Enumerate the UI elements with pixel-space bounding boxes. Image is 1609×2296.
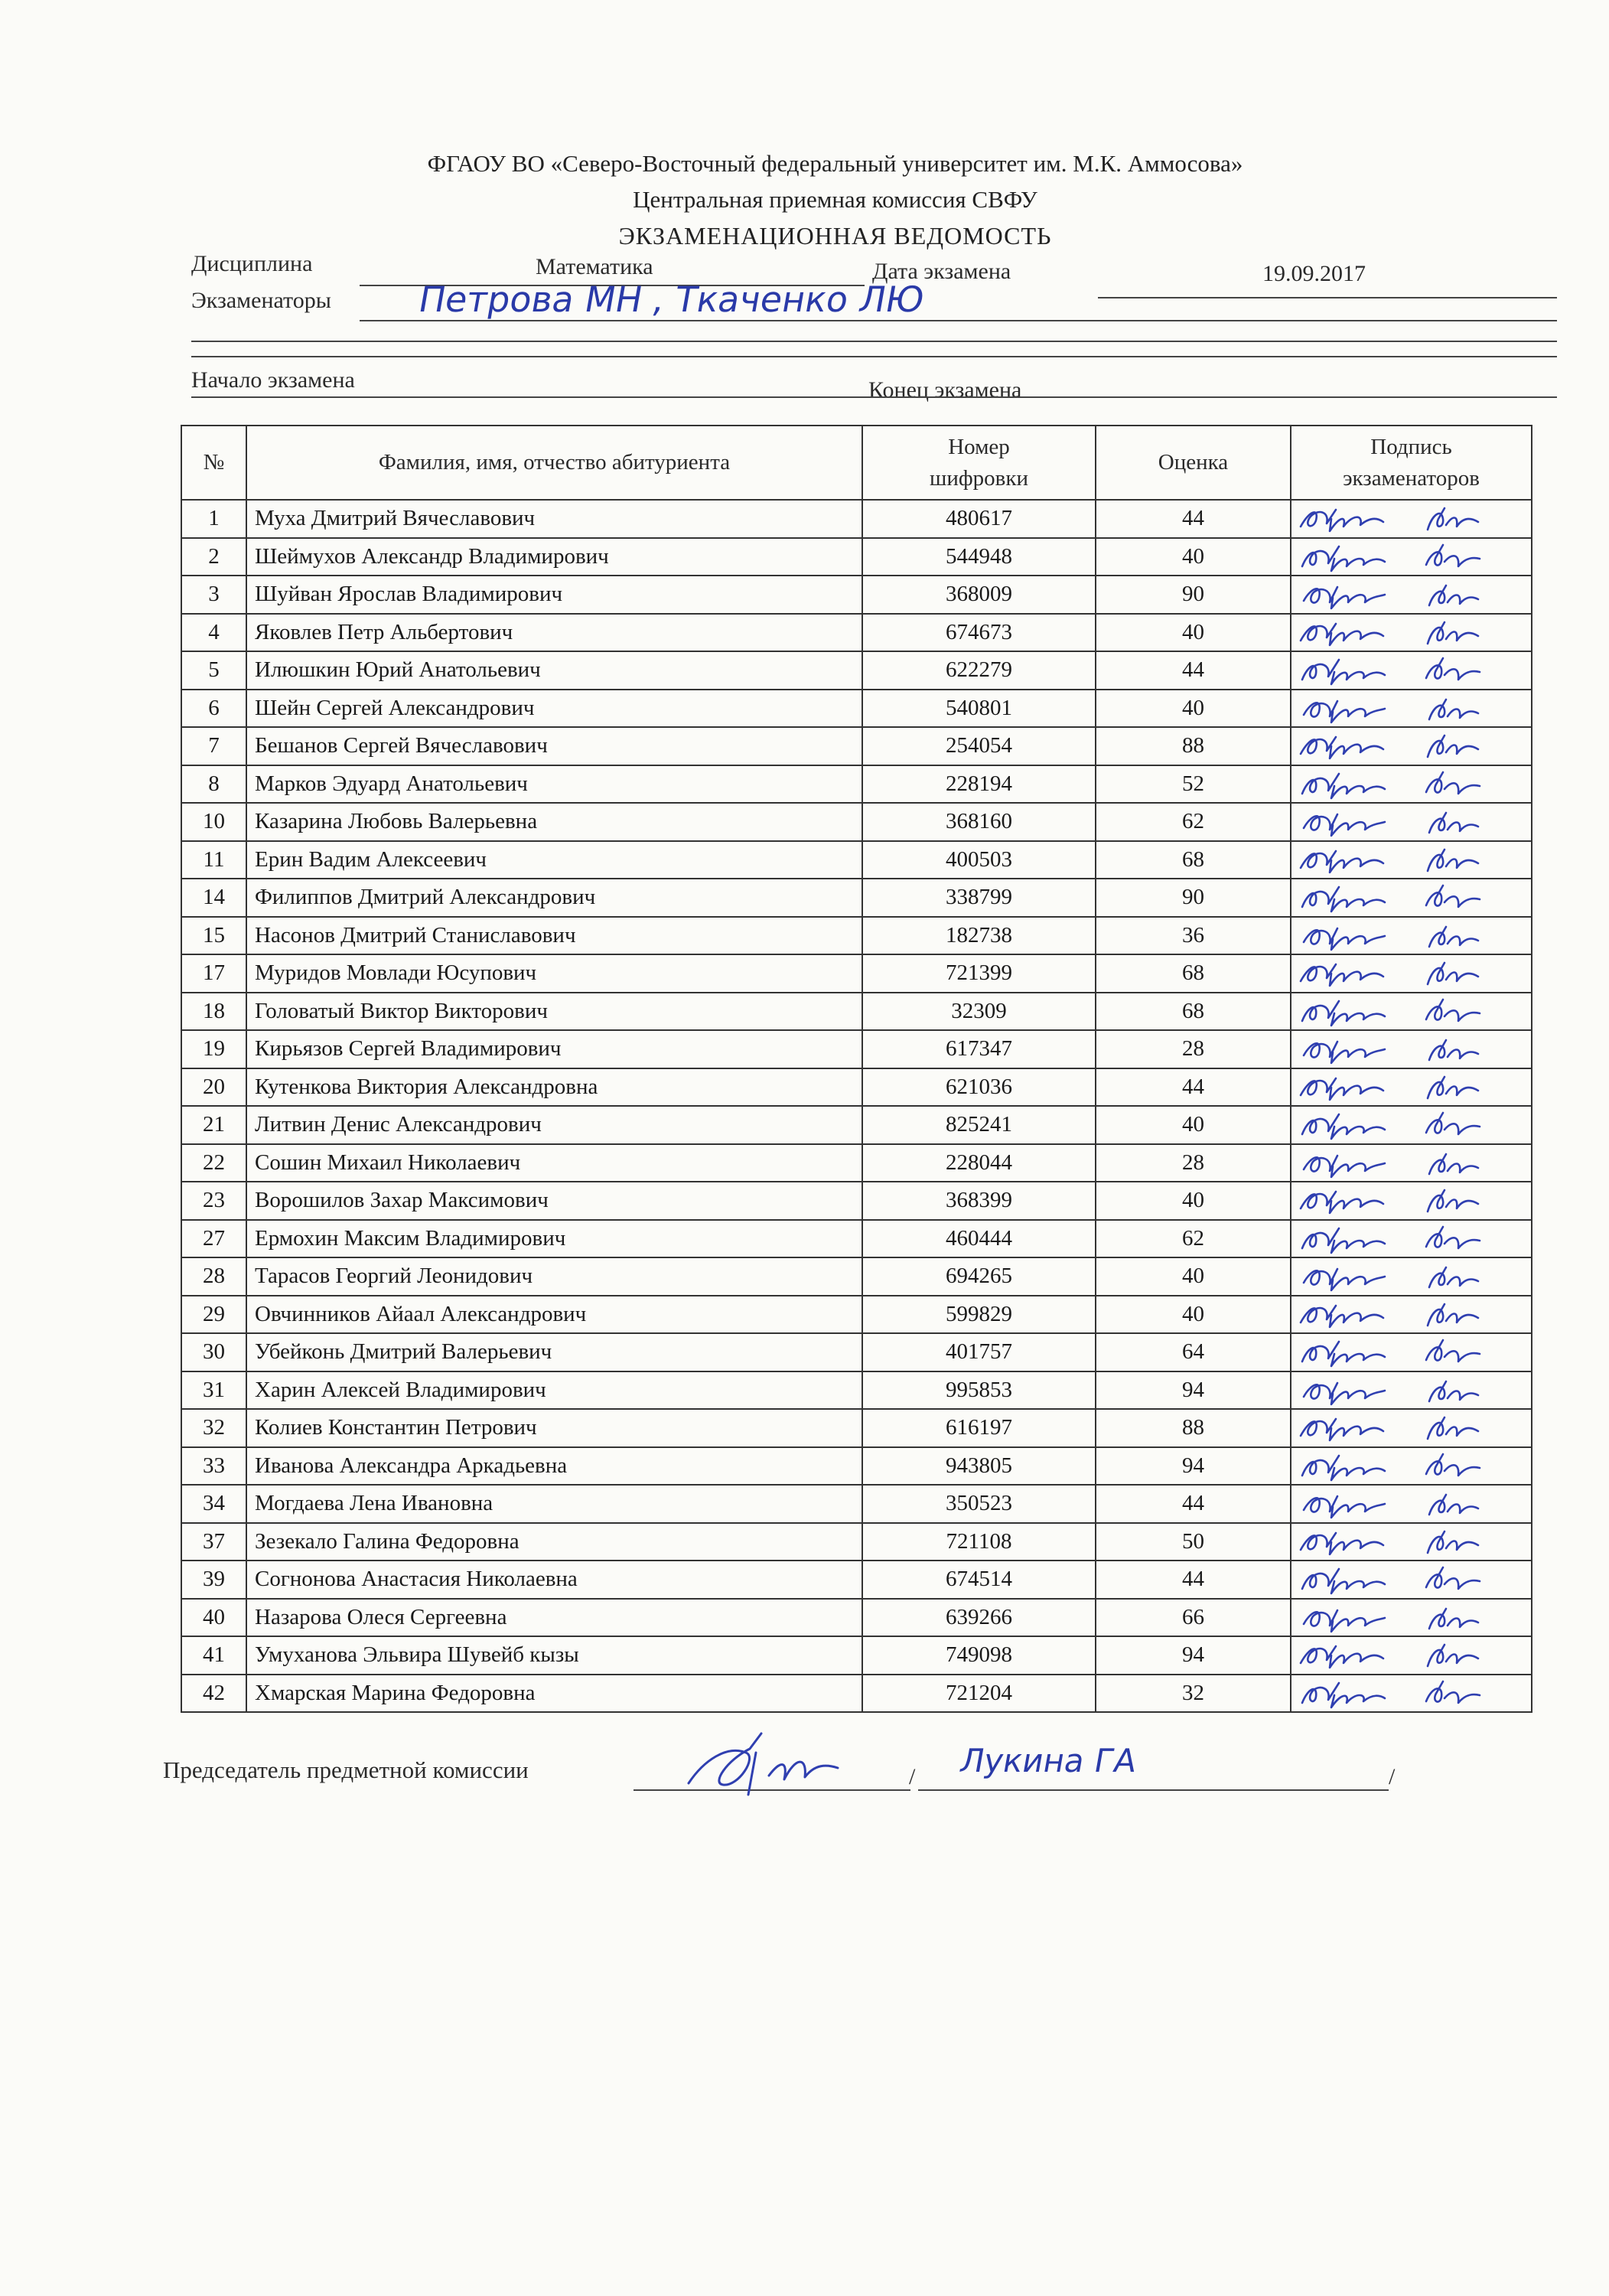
examiner-signatures [1291,1447,1532,1486]
examiner-signatures [1291,1296,1532,1334]
applicant-name: Назарова Олеся Сергеевна [246,1599,862,1637]
examiner-signature-1 [1296,693,1388,724]
cipher-number: 182738 [862,917,1096,955]
row-number: 40 [181,1599,246,1637]
grade-value: 40 [1096,690,1291,728]
table-row [181,1296,1532,1334]
examiner-signature-2 [1422,996,1483,1027]
examiner-signature-2 [1422,1603,1483,1633]
examiner-signature-2 [1422,504,1483,534]
examiner-signature-2 [1422,1375,1483,1406]
cipher-number: 749098 [862,1636,1096,1675]
examiner-signature-2 [1422,1148,1483,1179]
examiner-signatures [1291,993,1532,1031]
start-upper-line [191,356,1557,357]
row-number: 34 [181,1485,246,1523]
cipher-number: 544948 [862,538,1096,576]
row-number: 28 [181,1257,246,1296]
examiner-signature-2 [1422,921,1483,951]
row-number: 21 [181,1106,246,1144]
grade-value: 88 [1096,1409,1291,1447]
examiner-signature-1 [1296,731,1388,762]
exam-start-label: Начало экзамена [191,367,355,393]
grade-value: 94 [1096,1636,1291,1675]
table-row [181,1257,1532,1296]
examiner-signature-1 [1296,1224,1388,1254]
table-row [181,1447,1532,1486]
grade-value: 88 [1096,727,1291,765]
examiner-signature-2 [1422,1186,1483,1216]
examiner-signatures [1291,1675,1532,1713]
examiner-signatures [1291,576,1532,614]
cipher-number: 617347 [862,1030,1096,1068]
examiner-signature-2 [1422,731,1483,762]
grade-value: 44 [1096,1485,1291,1523]
examiner-signature-2 [1422,1224,1483,1254]
grade-value: 62 [1096,803,1291,841]
table-row [181,1333,1532,1371]
grade-value: 32 [1096,1675,1291,1713]
col-header-sign-line2: экзаменаторов [1343,465,1480,491]
row-number: 4 [181,614,246,652]
examiner-signature-1 [1296,1451,1388,1482]
examiner-signature-1 [1296,1564,1388,1595]
row-number: 19 [181,1030,246,1068]
grade-value: 36 [1096,917,1291,955]
table-row [181,917,1532,955]
applicant-name: Шеймухов Александр Владимирович [246,538,862,576]
row-number: 8 [181,765,246,804]
examiner-signature-1 [1296,958,1388,989]
examiner-signature-2 [1422,1564,1483,1595]
col-header-signature [1291,426,1532,500]
grade-value: 62 [1096,1220,1291,1258]
table-row [181,1220,1532,1258]
examiner-signature-2 [1422,618,1483,648]
row-number: 3 [181,576,246,614]
cipher-number: 721108 [862,1523,1096,1561]
examiner-signature-1 [1296,618,1388,648]
examiner-signature-2 [1422,1489,1483,1519]
table-row [181,1144,1532,1182]
examiner-signature-1 [1296,1337,1388,1368]
cipher-number: 368399 [862,1182,1096,1220]
document-title: ЭКЗАМЕНАЦИОННАЯ ВЕДОМОСТЬ [618,222,1052,249]
applicant-name: Харин Алексей Владимирович [246,1371,862,1410]
examiner-signature-1 [1296,1261,1388,1292]
cipher-number: 228194 [862,765,1096,804]
applicant-name: Бешанов Сергей Вячеславович [246,727,862,765]
examiner-signature-1 [1296,1148,1388,1179]
examiner-signatures [1291,614,1532,652]
row-number: 2 [181,538,246,576]
table-row [181,765,1532,804]
examiner-signature-2 [1422,693,1483,724]
footer-separator-1: / [909,1764,916,1789]
row-number: 14 [181,879,246,917]
row-number: 11 [181,841,246,879]
grade-value: 90 [1096,879,1291,917]
row-number: 41 [181,1636,246,1675]
cipher-number: 400503 [862,841,1096,879]
cipher-number: 621036 [862,1068,1096,1107]
examiner-signatures [1291,1485,1532,1523]
cipher-number: 368160 [862,803,1096,841]
col-header-name: Фамилия, имя, отчество абитуриента [246,426,862,500]
examiner-signature-2 [1422,579,1483,610]
row-number: 30 [181,1333,246,1371]
examiner-signature-2 [1422,1337,1483,1368]
examiner-signature-2 [1422,882,1483,913]
row-number: 39 [181,1561,246,1599]
examiner-signatures [1291,500,1532,538]
applicant-name: Ворошилов Захар Максимович [246,1182,862,1220]
table-row [181,500,1532,538]
grade-value: 40 [1096,1106,1291,1144]
table-row [181,1030,1532,1068]
col-header-num: № [181,426,246,500]
exam-date-value: 19.09.2017 [1262,261,1366,286]
examiner-signatures [1291,1561,1532,1599]
examiner-signatures [1291,538,1532,576]
examiner-signatures [1291,1371,1532,1410]
examiner-signatures [1291,1144,1532,1182]
table-row [181,1675,1532,1713]
commission-name: Центральная приемная комиссия СВФУ [633,186,1037,213]
grade-value: 50 [1096,1523,1291,1561]
examiner-signatures [1291,1068,1532,1107]
row-number: 33 [181,1447,246,1486]
examiner-signature-1 [1296,769,1388,800]
applicant-name: Марков Эдуард Анатольевич [246,765,862,804]
examiner-signature-2 [1422,1261,1483,1292]
table-row [181,1485,1532,1523]
applicant-name: Колиев Константин Петрович [246,1409,862,1447]
examiner-signature-2 [1422,1413,1483,1443]
examiner-signature-1 [1296,1603,1388,1633]
grade-value: 40 [1096,1182,1291,1220]
table-row [181,1371,1532,1410]
cipher-number: 338799 [862,879,1096,917]
grade-value: 40 [1096,1257,1291,1296]
table-row [181,1561,1532,1599]
examiners-handwritten: Петрова МН , Ткаченко ЛЮ [415,279,928,320]
start-end-underline [191,396,1557,398]
row-number: 18 [181,993,246,1031]
applicant-name: Могдаева Лена Ивановна [246,1485,862,1523]
grade-value: 52 [1096,765,1291,804]
applicant-name: Литвин Денис Александрович [246,1106,862,1144]
examiner-signatures [1291,1220,1532,1258]
university-name: ФГАОУ ВО «Северо-Восточный федеральный университет им. М.К. Аммосова» [427,150,1243,177]
table-row [181,690,1532,728]
row-number: 6 [181,690,246,728]
examiner-signatures [1291,1182,1532,1220]
cipher-number: 32309 [862,993,1096,1031]
col-header-code-line1: Номер [948,434,1010,459]
table-row [181,1106,1532,1144]
applicant-name: Тарасов Георгий Леонидович [246,1257,862,1296]
cipher-number: 616197 [862,1409,1096,1447]
examiner-signatures [1291,1106,1532,1144]
cipher-number: 460444 [862,1220,1096,1258]
applicant-name: Яковлев Петр Альбертович [246,614,862,652]
cipher-number: 674514 [862,1561,1096,1599]
examiner-signature-2 [1422,958,1483,989]
row-number: 22 [181,1144,246,1182]
examiner-signature-1 [1296,1034,1388,1065]
examiner-signature-2 [1422,1300,1483,1330]
cipher-number: 721204 [862,1675,1096,1713]
grade-value: 90 [1096,576,1291,614]
cipher-number: 995853 [862,1371,1096,1410]
cipher-number: 540801 [862,690,1096,728]
examiner-signatures [1291,1599,1532,1637]
grade-value: 28 [1096,1144,1291,1182]
exam-date-label: Дата экзамена [872,259,1011,284]
cipher-number: 721399 [862,954,1096,993]
blank-line [191,341,1557,342]
grade-value: 44 [1096,1068,1291,1107]
row-number: 32 [181,1409,246,1447]
row-number: 23 [181,1182,246,1220]
examiner-signatures [1291,765,1532,804]
applicant-name: Овчинников Айаал Александрович [246,1296,862,1334]
table-row [181,879,1532,917]
examiner-signature-1 [1296,1413,1388,1443]
grade-value: 40 [1096,1296,1291,1334]
cipher-number: 350523 [862,1485,1096,1523]
examiner-signature-2 [1422,1527,1483,1557]
row-number: 7 [181,727,246,765]
table-row [181,1636,1532,1675]
table-row [181,1409,1532,1447]
table-row [181,1068,1532,1107]
table-row [181,954,1532,993]
examiner-signatures [1291,1409,1532,1447]
examiner-signature-2 [1422,769,1483,800]
grade-value: 68 [1096,954,1291,993]
table-body [181,500,1532,1712]
examiner-signature-1 [1296,1072,1388,1103]
examiner-signature-1 [1296,579,1388,610]
row-number: 10 [181,803,246,841]
cipher-number: 674673 [862,614,1096,652]
results-table [181,425,1532,1713]
examiner-signature-1 [1296,1375,1388,1406]
col-header-grade: Оценка [1096,426,1291,500]
applicant-name: Шуйван Ярослав Владимирович [246,576,862,614]
applicant-name: Насонов Дмитрий Станиславович [246,917,862,955]
examiner-signatures [1291,1257,1532,1296]
examiner-signature-1 [1296,1300,1388,1330]
col-header-code-line2: шифровки [930,465,1028,491]
grade-value: 66 [1096,1599,1291,1637]
table-row [181,1523,1532,1561]
examiner-signatures [1291,1636,1532,1675]
examiner-signature-1 [1296,655,1388,686]
row-number: 5 [181,651,246,690]
examiner-signature-2 [1422,1451,1483,1482]
table-header-row [181,426,1532,500]
applicant-name: Хмарская Марина Федоровна [246,1675,862,1713]
grade-value: 64 [1096,1333,1291,1371]
applicant-name: Кирьязов Сергей Владимирович [246,1030,862,1068]
row-number: 27 [181,1220,246,1258]
applicant-name: Ермохин Максим Владимирович [246,1220,862,1258]
grade-value: 44 [1096,500,1291,538]
examiners-label: Экзаменаторы [191,288,331,313]
examiner-signature-1 [1296,1678,1388,1709]
examiner-signature-1 [1296,807,1388,837]
exam-end-label: Конец экзамена [868,377,1022,403]
examiner-signature-2 [1422,1072,1483,1103]
applicant-name: Зезекало Галина Федоровна [246,1523,862,1561]
row-number: 15 [181,917,246,955]
examiner-signature-2 [1422,655,1483,686]
applicant-name: Филиппов Дмитрий Александрович [246,879,862,917]
applicant-name: Иванова Александра Аркадьевна [246,1447,862,1486]
examiner-signatures [1291,1523,1532,1561]
footer-separator-2: / [1389,1764,1396,1789]
table-row [181,1182,1532,1220]
grade-value: 40 [1096,614,1291,652]
examiner-signature-2 [1422,845,1483,876]
examiners-underline [360,320,1557,321]
examiner-signatures [1291,1030,1532,1068]
applicant-name: Умуханова Эльвира Шувейб кызы [246,1636,862,1675]
col-header-code [862,426,1096,500]
examiner-signatures [1291,1333,1532,1371]
examiner-signature-1 [1296,504,1388,534]
row-number: 1 [181,500,246,538]
cipher-number: 228044 [862,1144,1096,1182]
examiner-signature-1 [1296,1527,1388,1557]
examiner-signatures [1291,690,1532,728]
applicant-name: Илюшкин Юрий Анатольевич [246,651,862,690]
row-number: 29 [181,1296,246,1334]
discipline-label: Дисциплина [191,251,313,276]
grade-value: 28 [1096,1030,1291,1068]
row-number: 37 [181,1523,246,1561]
examiner-signatures [1291,879,1532,917]
row-number: 31 [181,1371,246,1410]
examiner-signatures [1291,803,1532,841]
applicant-name: Ерин Вадим Алексеевич [246,841,862,879]
date-underline [1098,297,1557,298]
cipher-number: 622279 [862,651,1096,690]
examiner-signature-1 [1296,996,1388,1027]
row-number: 20 [181,1068,246,1107]
grade-value: 40 [1096,538,1291,576]
cipher-number: 599829 [862,1296,1096,1334]
table-row [181,538,1532,576]
table-row [181,993,1532,1031]
examiner-signatures [1291,954,1532,993]
table-row [181,727,1532,765]
grade-value: 68 [1096,993,1291,1031]
cipher-number: 480617 [862,500,1096,538]
table-row [181,803,1532,841]
cipher-number: 401757 [862,1333,1096,1371]
applicant-name: Шейн Сергей Александрович [246,690,862,728]
col-header-sign-line1: Подпись [1370,434,1452,459]
grade-value: 44 [1096,1561,1291,1599]
cipher-number: 639266 [862,1599,1096,1637]
table-row [181,651,1532,690]
examiner-signature-1 [1296,882,1388,913]
grade-value: 68 [1096,841,1291,879]
cipher-number: 943805 [862,1447,1096,1486]
cipher-number: 254054 [862,727,1096,765]
examiner-signature-1 [1296,1110,1388,1140]
examiner-signature-2 [1422,1678,1483,1709]
applicant-name: Убейконь Дмитрий Валерьевич [246,1333,862,1371]
examiner-signatures [1291,727,1532,765]
examiner-signature-2 [1422,1640,1483,1671]
examiner-signatures [1291,841,1532,879]
applicant-name: Казарина Любовь Валерьевна [246,803,862,841]
grade-value: 44 [1096,651,1291,690]
table-row [181,841,1532,879]
examiner-signature-1 [1296,845,1388,876]
cipher-number: 825241 [862,1106,1096,1144]
examiner-signature-1 [1296,542,1388,572]
examiner-signature-1 [1296,1640,1388,1671]
discipline-value: Математика [536,254,653,279]
row-number: 42 [181,1675,246,1713]
applicant-name: Кутенкова Виктория Александровна [246,1068,862,1107]
grade-value: 94 [1096,1447,1291,1486]
examiner-signature-1 [1296,1186,1388,1216]
applicant-name: Муридов Мовлади Юсупович [246,954,862,993]
examiner-signature-2 [1422,542,1483,572]
applicant-name: Сошин Михаил Николаевич [246,1144,862,1182]
examiner-signature-2 [1422,1034,1483,1065]
examiner-signatures [1291,917,1532,955]
examiner-signatures [1291,651,1532,690]
chair-name-handwritten: Лукина ГА [956,1742,1140,1779]
cipher-number: 694265 [862,1257,1096,1296]
table-row [181,576,1532,614]
examiner-signature-2 [1422,807,1483,837]
chair-signature [673,1730,857,1806]
examiner-signature-1 [1296,1489,1388,1519]
chair-name-underline [918,1789,1389,1791]
row-number: 17 [181,954,246,993]
applicant-name: Муха Дмитрий Вячеславович [246,500,862,538]
grade-value: 94 [1096,1371,1291,1410]
applicant-name: Согнонова Анастасия Николаевна [246,1561,862,1599]
table-row [181,614,1532,652]
cipher-number: 368009 [862,576,1096,614]
table-row [181,1599,1532,1637]
chair-label: Председатель предметной комиссии [163,1756,529,1783]
applicant-name: Головатый Виктор Викторович [246,993,862,1031]
examiner-signature-1 [1296,921,1388,951]
examiner-signature-2 [1422,1110,1483,1140]
